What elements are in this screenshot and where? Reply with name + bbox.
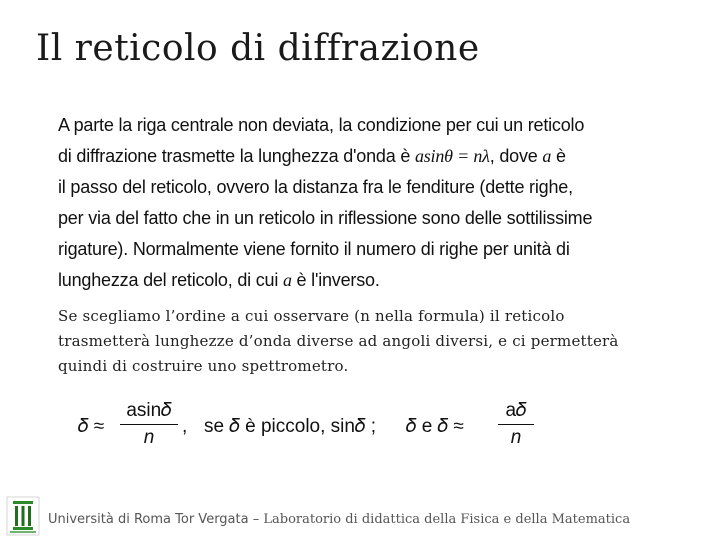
paragraph-line-text: di diffrazione trasmette la lunghezza d'onda è	[58, 146, 415, 166]
fraction-bar	[498, 424, 534, 425]
footer-university: Università di Roma Tor Vergata	[48, 512, 249, 527]
paragraph-line-text: , dove	[489, 146, 543, 166]
inline-formula-equation: = nλ	[452, 146, 490, 166]
fraction-1	[120, 400, 178, 449]
paragraph-line-text: lunghezza del reticolo, di cui	[58, 270, 283, 290]
paragraph-line-text: è	[551, 146, 566, 166]
formula-block	[78, 400, 538, 460]
paragraph-line-with-formula	[58, 141, 658, 172]
paragraph-line: trasmetterà lunghezze d’onda diverse ad angoli diversi, e ci permetterà	[58, 332, 619, 350]
paragraph-line: il passo del reticolo, ovvero la distanza fra le fenditure (dette righe,	[58, 177, 573, 197]
paragraph-line: Se scegliamo l’ordine a cui osservare (n nella formula) il reticolo	[58, 307, 565, 325]
formula-comma: ,	[182, 416, 188, 437]
secondary-paragraph	[58, 304, 668, 379]
slide-title: Il reticolo di diffrazione	[36, 28, 480, 69]
fraction-1-denominator: n	[143, 427, 155, 448]
inline-variable-a: a	[282, 270, 292, 290]
footer-lab: Laboratorio di didattica della Fisica e della Matematica	[263, 512, 631, 527]
footer	[48, 512, 630, 527]
paragraph-line: quindi di costruire uno spettrometro.	[58, 357, 349, 375]
main-paragraph	[58, 110, 658, 296]
inline-formula-theta: θ	[444, 146, 453, 166]
formula-lhs-2: 𝛿 e 𝛿 ≈	[406, 416, 464, 437]
university-logo	[6, 495, 40, 537]
inline-formula-asin: asin	[414, 146, 445, 166]
paragraph-line-with-variable	[58, 265, 658, 296]
paragraph-line: rigature). Normalmente viene fornito il numero di righe per unità di	[58, 239, 570, 259]
paragraph-line: A parte la riga centrale non deviata, la condizione per cui un reticolo	[58, 115, 585, 135]
formula-lhs-1: 𝛿 ≈	[78, 416, 105, 437]
paragraph-line: per via del fatto che in un reticolo in riflessione sono delle sottilissime	[58, 208, 593, 228]
fraction-1-numerator: asin𝛿	[126, 400, 172, 421]
inline-variable-a: a	[542, 146, 552, 166]
fraction-2	[498, 400, 534, 449]
formula-condition: se 𝛿 è piccolo, sin𝛿 ;	[204, 416, 376, 437]
footer-separator: –	[248, 512, 264, 527]
fraction-2-denominator: n	[510, 427, 522, 448]
fraction-2-numerator: a𝛿	[505, 400, 527, 421]
paragraph-line-text: è l'inverso.	[291, 270, 380, 290]
fraction-bar	[120, 424, 178, 425]
